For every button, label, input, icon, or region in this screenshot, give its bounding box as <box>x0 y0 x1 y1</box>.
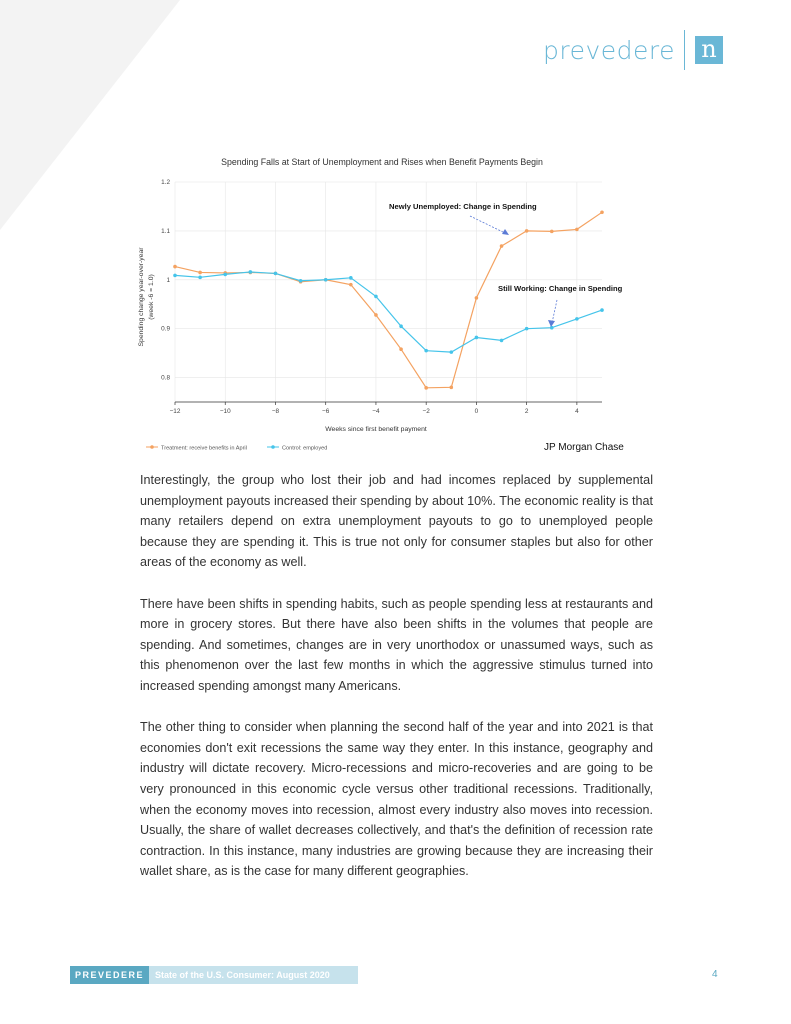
x-tick-label: −2 <box>422 408 430 415</box>
series-point-1 <box>374 295 378 299</box>
footer-brand: PREVEDERE <box>70 966 149 984</box>
series-point-1 <box>223 273 227 277</box>
series-point-1 <box>550 326 554 330</box>
series-point-1 <box>324 278 328 282</box>
series-point-0 <box>198 271 202 275</box>
series-point-1 <box>475 336 479 340</box>
series-point-0 <box>525 229 529 233</box>
spending-chart <box>130 150 650 460</box>
logo-mark: n <box>695 36 723 64</box>
series-point-1 <box>600 308 604 312</box>
annotation-arrow-1 <box>470 216 507 234</box>
chart-y-axis-label-sub: (week -6 = 1.0) <box>148 274 155 320</box>
x-tick-label: 0 <box>474 408 479 415</box>
series-point-0 <box>374 313 378 317</box>
logo-divider <box>684 30 685 70</box>
annotation-arrowhead-2 <box>548 320 555 327</box>
x-tick-label: 4 <box>575 408 579 415</box>
series-point-1 <box>575 317 579 321</box>
chart-legend <box>146 445 327 451</box>
series-point-1 <box>349 276 353 280</box>
chart-y-axis-label: Spending change year-over-year <box>138 247 145 347</box>
paragraph-3: The other thing to consider when planning the second half of the year and into 2021 is that economies don't exit recessions the same way they enter. In this instance, geography and industry will dictate recovery. Micro-recessions and micro-recoveries and are going to be very pronounced in this economic cycle versus other traditional recessions. Traditionally, when the economy moves into recession, almost every industry also moves into recession. Usually, the share of wallet decreases collectively, and that's the definition of recession rate contraction. In this instance, many industries are growing because they are increasing their wallet share, as is the case for many different geographies. <box>140 720 653 879</box>
x-tick-label: −4 <box>372 408 380 415</box>
series-point-1 <box>274 272 278 276</box>
series-point-0 <box>349 283 353 287</box>
series-point-0 <box>424 386 428 390</box>
series-point-0 <box>449 386 453 390</box>
series-point-0 <box>475 296 479 300</box>
series-point-1 <box>525 327 529 331</box>
y-tick-label: 1.2 <box>161 179 170 186</box>
chart-source: JP Morgan Chase <box>544 442 624 453</box>
footer-bar <box>70 966 358 984</box>
chart-x-axis-label: Weeks since first benefit payment <box>325 426 427 433</box>
chart-axes <box>161 179 602 415</box>
logo-text: prevedere <box>542 35 675 65</box>
series-point-0 <box>550 230 554 234</box>
y-tick-label: 1 <box>166 276 170 284</box>
series-point-0 <box>575 228 579 232</box>
x-tick-label: −6 <box>322 408 330 415</box>
legend-control: Control: employed <box>282 445 328 452</box>
series-point-1 <box>299 279 303 283</box>
footer-subtitle: State of the U.S. Consumer: August 2020 <box>149 966 358 984</box>
series-point-0 <box>173 265 177 269</box>
series-point-1 <box>198 276 202 280</box>
legend-treatment: Treatment: receive benefits in April <box>161 445 247 452</box>
annotation-newly-unemployed: Newly Unemployed: Change in Spending <box>389 202 537 211</box>
y-tick-label: 1.1 <box>161 227 170 235</box>
chart-svg <box>130 150 650 460</box>
x-tick-label: −8 <box>271 408 280 415</box>
series-point-1 <box>399 324 403 328</box>
annotation-still-working: Still Working: Change in Spending <box>498 284 623 293</box>
series-point-1 <box>424 349 428 353</box>
x-tick-label: 2 <box>524 408 529 415</box>
series-point-0 <box>500 244 504 248</box>
series-point-1 <box>500 339 504 343</box>
page-number: 4 <box>712 969 718 980</box>
paragraph-1: Interestingly, the group who lost their job and had incomes replaced by supplemental unemployment payouts increased their spending by about 10%. The economic reality is that many retailers depend on extra unemployment payouts to go to unemployed people because they are spending it. This is true not only for consumer staples but also for other areas of the economy as well. <box>140 473 653 570</box>
series-point-0 <box>399 347 403 351</box>
x-tick-label: −10 <box>219 408 231 415</box>
chart-title: Spending Falls at Start of Unemployment and Rises when Benefit Payments Begin <box>221 157 543 167</box>
series-line-0 <box>175 212 602 388</box>
series-point-1 <box>173 274 177 278</box>
series-point-0 <box>600 211 604 215</box>
prevedere-logo <box>543 30 723 70</box>
y-tick-label: 0.8 <box>161 374 170 382</box>
y-tick-label: 0.9 <box>161 325 170 333</box>
x-tick-label: −12 <box>169 408 181 415</box>
paragraph-2: There have been shifts in spending habits, such as people spending less at restaurants and more in grocery stores. But there have also been shifts in the volumes that people are spending. And sometimes, changes are in very unorthodox or unassumed ways, such as this phenomenon over the last few months in which the aggressive stimulus turned into increased spending amongst many Americans. <box>140 596 653 693</box>
body-text <box>140 470 653 902</box>
series-point-1 <box>249 270 253 274</box>
annotation-arrow-2 <box>552 300 557 323</box>
series-point-1 <box>449 350 453 354</box>
chart-series <box>173 211 604 390</box>
